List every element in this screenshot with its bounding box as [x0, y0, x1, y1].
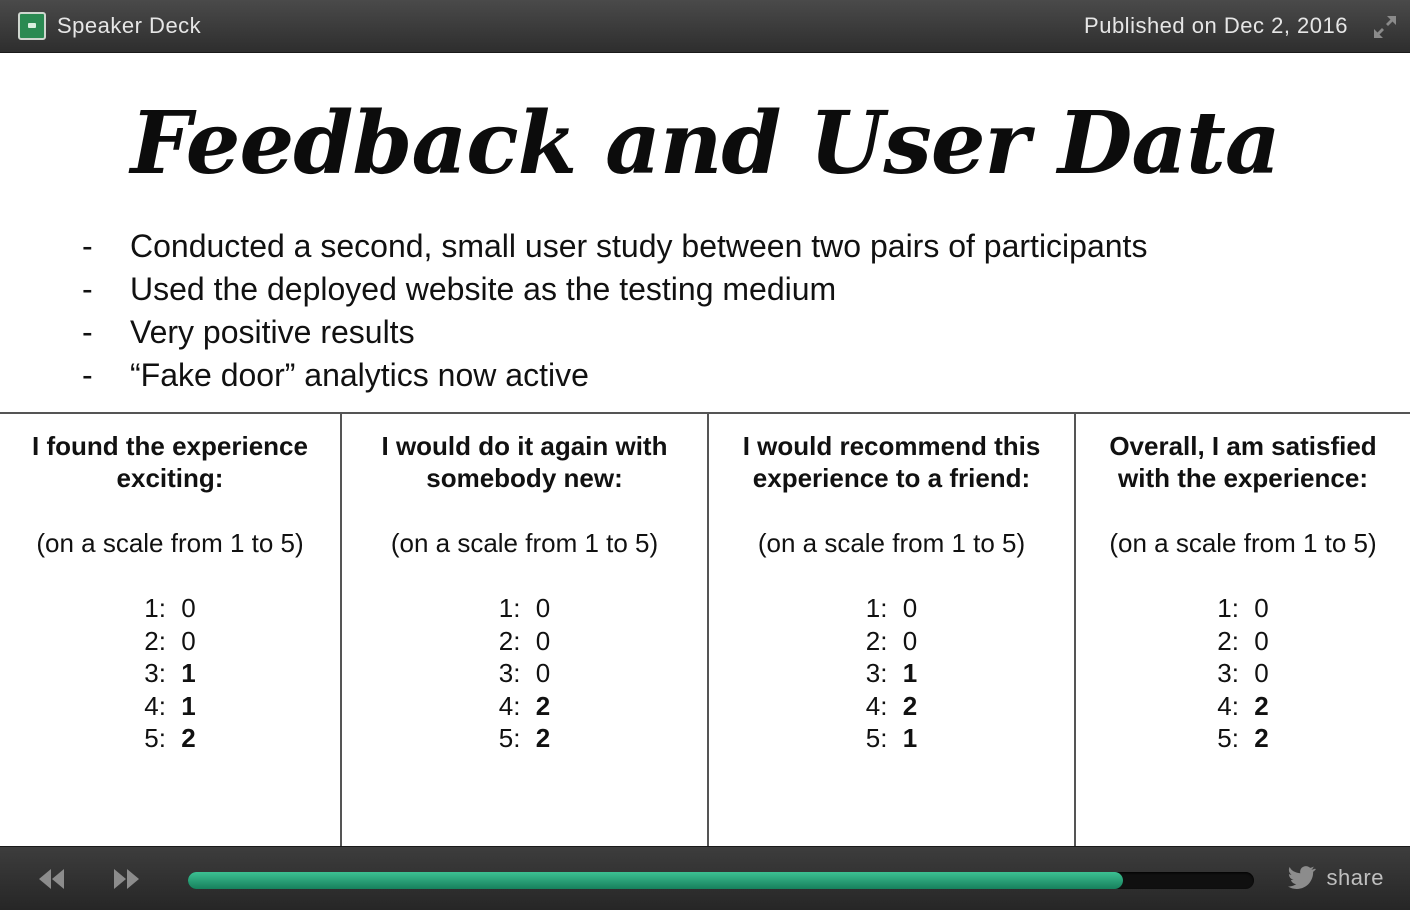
rating-count: 0	[535, 658, 551, 688]
progress-fill	[188, 872, 1123, 889]
question-line: experience to a friend:	[752, 463, 1031, 493]
rating-count: 2	[1254, 690, 1269, 721]
rating-key: 4:	[498, 690, 521, 721]
player-controls	[0, 846, 1410, 910]
speakerdeck-logo-icon	[18, 12, 46, 40]
rating-count: 2	[181, 723, 196, 753]
rating-count: 0	[1254, 593, 1269, 623]
rating-key: 5:	[1217, 723, 1239, 753]
question-line: somebody new:	[426, 463, 623, 493]
slide	[0, 53, 1410, 846]
count-row	[866, 722, 917, 755]
rating-key: 2:	[865, 625, 888, 656]
count-row	[1217, 657, 1268, 690]
rating-key: 2:	[498, 625, 521, 656]
bullet-dash: -	[82, 228, 93, 264]
rewind-icon[interactable]	[36, 865, 68, 893]
count-row	[866, 625, 917, 658]
rating-count: 1	[902, 723, 918, 753]
rating-count: 0	[902, 625, 918, 656]
rating-count: 0	[181, 625, 196, 656]
count-row	[866, 657, 917, 690]
rating-key: 2:	[144, 625, 166, 656]
count-row	[499, 592, 550, 625]
bullet-text: Very positive results	[130, 314, 415, 350]
count-row	[499, 625, 550, 658]
rating-key: 3:	[498, 658, 521, 688]
rating-key: 5:	[144, 723, 166, 753]
rating-count: 0	[1254, 625, 1269, 656]
scale-note: (on a scale from 1 to 5)	[36, 528, 304, 558]
bullet-item	[82, 354, 1147, 397]
survey-column	[0, 414, 342, 846]
survey-column	[342, 414, 709, 846]
question-text	[0, 430, 340, 494]
question-line: I would recommend this	[742, 431, 1041, 461]
rating-key: 1:	[1217, 593, 1239, 623]
rating-key: 5:	[498, 723, 521, 753]
bullet-dash: -	[82, 357, 93, 393]
response-counts	[499, 592, 550, 755]
rating-key: 4:	[865, 690, 888, 721]
count-row	[144, 690, 195, 723]
count-row	[144, 625, 195, 658]
count-row	[499, 722, 550, 755]
rating-count: 0	[181, 593, 196, 623]
scale-note: (on a scale from 1 to 5)	[757, 528, 1026, 558]
bullet-list	[82, 225, 1147, 397]
count-row	[499, 690, 550, 723]
bullet-text: Conducted a second, small user study between two pairs of participants	[130, 228, 1148, 264]
top-bar	[0, 0, 1410, 53]
bullet-text: “Fake door” analytics now active	[130, 357, 589, 393]
rating-key: 1:	[498, 593, 521, 623]
count-row	[1217, 722, 1268, 755]
twitter-bird-icon	[1288, 865, 1318, 891]
survey-column	[709, 414, 1076, 846]
question-line: I would do it again with	[381, 431, 668, 461]
rating-key: 1:	[144, 593, 166, 623]
rating-key: 3:	[144, 658, 166, 688]
count-row	[1217, 592, 1268, 625]
rating-count: 1	[181, 658, 196, 688]
question-line: Overall, I am satisfied	[1109, 431, 1377, 461]
count-row	[1217, 690, 1268, 723]
rating-key: 3:	[865, 658, 888, 688]
question-line: exciting:	[116, 463, 224, 493]
bullet-item	[82, 268, 1147, 311]
question-text	[1076, 430, 1410, 494]
rating-count: 2	[902, 690, 918, 721]
rating-key: 3:	[1217, 658, 1239, 688]
count-row	[1217, 625, 1268, 658]
rating-key: 5:	[865, 723, 888, 753]
question-text	[709, 430, 1074, 494]
rating-count: 0	[535, 593, 551, 623]
question-line: I found the experience	[32, 431, 308, 461]
question-text	[342, 430, 707, 494]
rating-key: 2:	[1217, 625, 1239, 656]
survey-column	[1076, 414, 1410, 846]
scale-note: (on a scale from 1 to 5)	[1109, 528, 1377, 558]
bullet-dash: -	[82, 271, 93, 307]
rating-count: 1	[181, 690, 196, 721]
rating-count: 0	[1254, 658, 1269, 688]
rating-key: 4:	[144, 690, 166, 721]
count-row	[144, 657, 195, 690]
rating-count: 1	[902, 658, 918, 688]
rating-count: 2	[535, 690, 551, 721]
bullet-dash: -	[82, 314, 93, 350]
rating-key: 1:	[865, 593, 888, 623]
share-label: share	[1326, 865, 1384, 890]
question-line: with the experience:	[1118, 463, 1368, 493]
progress-bar[interactable]	[188, 872, 1254, 889]
rating-count: 2	[535, 723, 551, 753]
brand-name: Speaker Deck	[57, 13, 202, 38]
count-row	[866, 592, 917, 625]
rating-count: 2	[1254, 723, 1269, 753]
response-counts	[866, 592, 917, 755]
rating-key: 4:	[1217, 690, 1239, 721]
count-row	[144, 722, 195, 755]
survey-table	[0, 412, 1410, 846]
slide-title: Feedback and User Data	[130, 93, 1280, 194]
response-counts	[144, 592, 195, 755]
rating-count: 0	[902, 593, 918, 623]
fast-forward-icon[interactable]	[110, 865, 142, 893]
bullet-item	[82, 311, 1147, 354]
brand[interactable]	[18, 12, 201, 40]
scale-note: (on a scale from 1 to 5)	[390, 528, 659, 558]
count-row	[144, 592, 195, 625]
bullet-text: Used the deployed website as the testing medium	[130, 271, 837, 307]
share-button[interactable]	[1288, 865, 1384, 891]
published-date: Published on Dec 2, 2016	[1084, 13, 1348, 38]
expand-icon[interactable]	[1370, 12, 1400, 42]
count-row	[499, 657, 550, 690]
count-row	[866, 690, 917, 723]
response-counts	[1217, 592, 1268, 755]
rating-count: 0	[535, 625, 551, 656]
bullet-item	[82, 225, 1147, 268]
